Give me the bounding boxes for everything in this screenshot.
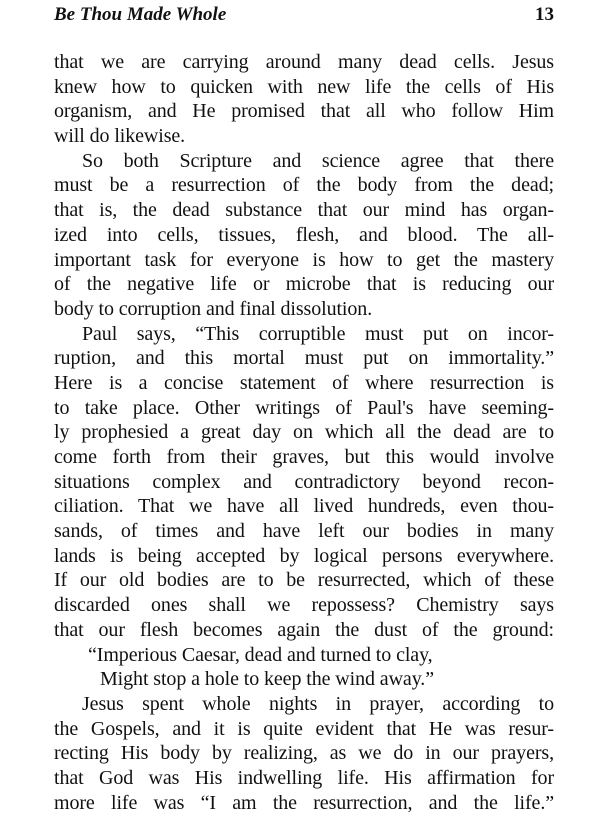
text-line: knew how to quicken with new life the cells of His [54,75,554,98]
running-header [54,2,554,28]
verse-line: Might stop a hole to keep the wind away.” [100,668,434,691]
text-line: that our flesh becomes again the dust of the ground: [54,618,554,641]
text-line: that is, the dead substance that our mind has organ- [54,199,554,222]
running-title: Be Thou Made Whole [54,4,227,25]
text-line: So both Scripture and science agree that there [82,149,554,172]
text-line: to take place. Other writings of Paul's have seeming- [54,396,554,419]
text-line: will do likewise. [54,125,186,148]
page-number: 13 [535,4,554,25]
text-line: body to corruption and final dissolution. [54,297,373,320]
text-line: more life was “I am the resurrection, and the life.” [54,791,554,814]
text-line: come forth from their graves, but this would involve [54,446,554,468]
text-line: Paul says, “This corruptible must put on incor- [82,322,554,345]
text-line: sands, of times and have left our bodies in many [54,520,554,543]
text-line: Jesus spent whole nights in prayer, according to [82,692,554,715]
page-body-text [54,50,554,815]
text-line: situations complex and contradictory beyond recon- [54,470,554,493]
text-line: the Gospels, and it is quite evident that He was resur- [54,717,554,740]
text-line: lands is being accepted by logical persons everywhere. [54,544,554,567]
text-line: of the negative life or microbe that is reducing our [54,273,554,296]
text-line: recting His body by realizing, as we do in our prayers, [54,742,554,765]
text-line: important task for everyone is how to get the mastery [54,248,554,271]
verse-line: “Imperious Caesar, dead and turned to clay, [88,643,433,666]
text-line: must be a resurrection of the body from the dead; [54,174,554,197]
text-line: Here is a concise statement of where resurrection is [54,371,554,394]
text-line: discarded ones shall we repossess? Chemistry says [54,594,554,617]
text-line: ized into cells, tissues, flesh, and blood. The all- [54,223,554,246]
text-line: ruption, and this mortal must put on immortality.” [54,347,554,370]
text-line: ciliation. That we have all lived hundreds, even thou- [54,495,554,518]
text-line: that God was His indwelling life. His affirmation for [54,766,554,789]
text-line: If our old bodies are to be resurrected, which of these [54,569,554,592]
text-line: ly prophesied a great day on which all the dead are to [54,421,554,444]
text-line: that we are carrying around many dead cells. Jesus [54,51,554,73]
text-line: organism, and He promised that all who follow Him [54,100,554,123]
